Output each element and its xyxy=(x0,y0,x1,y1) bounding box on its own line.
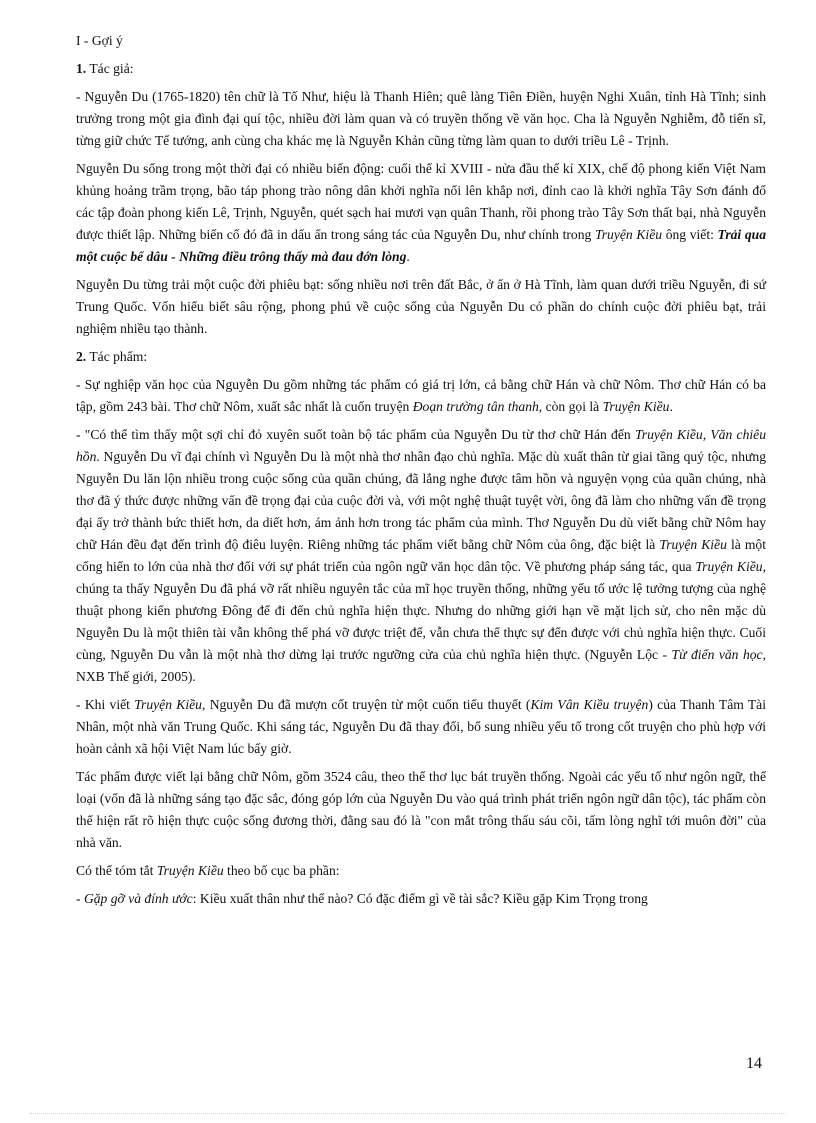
italic-title: Truyện Kiều xyxy=(659,537,727,552)
text-run: ông viết: xyxy=(662,227,718,242)
section-title: I - Gợi ý xyxy=(76,33,123,48)
document-body xyxy=(76,30,766,916)
subheading-text: Tác giả: xyxy=(86,61,134,76)
italic-title: Truyện Kiều xyxy=(134,697,202,712)
page-number: 14 xyxy=(746,1055,762,1072)
italic-title: Truyện Kiều, xyxy=(695,559,766,574)
text-run: , Nguyễn Du đã mượn cốt truyện từ một cuốn tiểu thuyết ( xyxy=(201,697,531,712)
paragraph xyxy=(76,374,766,418)
italic-title: Từ điển văn học xyxy=(671,647,763,662)
paragraph-quote xyxy=(76,424,766,688)
italic-title: Truyện Kiều xyxy=(602,399,670,414)
text-run: ) của Thanh Tâm Tài Nhân, một nhà văn Trung Quốc. Khi sáng tác, Nguyễn Du đã thay đổi, bổ sung nhiều yếu tố trong cốt truyện cho phù hợp với hoàn cảnh xã hội Việt Nam lúc bấy giờ. xyxy=(76,697,766,756)
paragraph xyxy=(76,888,766,910)
text-run: Có thể tóm tắt xyxy=(76,863,157,878)
section-heading xyxy=(76,30,766,52)
italic-title: Truyện Kiều xyxy=(594,227,663,242)
quote-verse: Trải qua một cuộc bể dâu - Những điều trông thấy mà đau đớn lòng xyxy=(76,227,767,264)
text-run: - Khi viết xyxy=(76,697,135,712)
text-run: là một cống hiến to lớn của nhà thơ đối với sự phát triển của ngôn ngữ văn học dân tộc. Về phương pháp sáng tác, qua xyxy=(76,537,766,574)
paragraph xyxy=(76,158,766,268)
italic-title: Kim Vân Kiều truyện xyxy=(530,697,649,712)
paragraph xyxy=(76,694,766,760)
text-run: . xyxy=(669,399,673,414)
text-run: , còn gọi là xyxy=(538,399,603,414)
text-run: - xyxy=(76,891,84,906)
text-run: , NXB Thế giới, 2005). xyxy=(76,647,766,684)
subheading-number: 2. xyxy=(76,349,87,364)
text-run: : Kiều xuất thân như thế nào? Có đặc điểm gì về tài sắc? Kiều gặp Kim Trọng trong xyxy=(192,891,648,906)
italic-title: Gặp gỡ và đính ước xyxy=(83,891,193,906)
subheading-works xyxy=(76,346,766,368)
italic-title: Truyện Kiều xyxy=(156,863,224,878)
text-run: - "Có thể tìm thấy một sợi chỉ đỏ xuyên suốt toàn bộ tác phẩm của Nguyễn Du từ thơ chữ Hán đến xyxy=(76,427,635,442)
text-run: . xyxy=(406,249,410,264)
text-run: - Sự nghiệp văn học của Nguyễn Du gồm những tác phẩm có giá trị lớn, cả bằng chữ Hán và chữ Nôm. Thơ chữ Hán có ba tập, gồm 243 bài. Thơ chữ Nôm, xuất sắc nhất là cuốn truyện xyxy=(76,377,766,414)
page-bottom-divider xyxy=(30,1113,786,1114)
paragraph: Nguyễn Du từng trải một cuộc đời phiêu bạt: sống nhiều nơi trên đất Bắc, ở ẩn ở Hà Tĩnh, làm quan dưới triều Nguyễn, đi sứ Trung Quốc. Vốn hiểu biết sâu rộng, phong phú về cuộc sống của Nguyễn Du có phần do chính cuộc đời phiêu bạt, trải nghiệm nhiều tạo thành. xyxy=(76,277,766,336)
paragraph: Tác phẩm được viết lại bằng chữ Nôm, gồm 3524 câu, theo thể thơ lục bát truyền thống. Ngoài các yếu tố như ngôn ngữ, thể loại (vốn đã là những sáng tạo đặc sắc, đóng góp lớn của Nguyễn Du vào quá trình phát triển ngôn ngữ dân tộc), tác phẩm còn thể hiện rất rõ hiện thực cuộc sống đương thời, đằng sau đó là "con mắt trông thấu sáu cõi, tấm lòng nghĩ tới muôn đời" của nhà văn. xyxy=(76,769,766,850)
text-run: chúng ta thấy Nguyễn Du đã phá vỡ rất nhiều nguyên tắc của mĩ học truyền thống, những yếu tố ước lệ tưởng tượng của nghệ thuật phong kiến phương Đông để đi đến chủ nghĩa hiện thực. Nhưng do những giới hạn về mặt lịch sử, cho nên mặc dù Nguyễn Du là một thiên tài vẫn không thể phá vỡ được triệt để, vẫn chưa thể thực sự đến được với chủ nghĩa hiện thực. Cuối cùng, Nguyễn Du vẫn là một nhà thơ dừng lại trước ngưỡng cửa của chủ nghĩa hiện thực. (Nguyễn Lộc - xyxy=(76,581,766,662)
text-run: Nguyễn Du sống trong một thời đại có nhiều biến động: cuối thế kỉ XVIII - nửa đầu thế kỉ XIX, chế độ phong kiến Việt Nam khủng hoảng trầm trọng, bão táp phong trào nông dân khởi nghĩa nổi lên khắp nơi, đỉnh cao là khởi nghĩa Tây Sơn đánh đổ các tập đoàn phong kiến Lê, Trịnh, Nguyễn, quét sạch hai mươi vạn quân Thanh, rồi phong trào Tây Sơn thất bại, nhà Nguyễn được thiết lập. Những biến cố đó đã in dấu ấn trong sáng tác của Nguyễn Du, như chính trong xyxy=(76,161,766,242)
italic-title: Truyện Kiều, Văn chiêu hồn xyxy=(76,427,766,464)
italic-title: Đoạn trường tân thanh xyxy=(412,399,539,414)
text-run: theo bố cục ba phần: xyxy=(223,863,340,878)
paragraph xyxy=(76,860,766,882)
text-run: . Nguyễn Du vĩ đại chính vì Nguyễn Du là một nhà thơ nhân đạo chủ nghĩa. Mặc dù xuất thân từ giai tầng quý tộc, nhưng Nguyễn Du lăn lộn nhiều trong cuộc sống của quần chúng, đã lắng nghe được tâm hồn và nguyện vọng của quần chúng, nhà thơ đã ý thức được những vấn đề trọng đại của cuộc đời và, với một nghệ thuật tuyệt vời, ông đã làm cho những vấn đề trọng đại ấy trở thành bức thiết hơn, da diết hơn, ám ảnh hơn trong tác phẩm của mình. Thơ Nguyễn Du dù viết bằng chữ Nôm hay chữ Hán đều đạt đến trình độ điêu luyện. Riêng những tác phẩm viết bằng chữ Nôm của ông, đặc biệt là xyxy=(76,449,766,552)
subheading-author xyxy=(76,58,766,80)
subheading-number: 1. xyxy=(76,61,87,76)
paragraph: - Nguyễn Du (1765-1820) tên chữ là Tố Như, hiệu là Thanh Hiên; quê làng Tiên Điền, huyện Nghi Xuân, tỉnh Hà Tĩnh; sinh trưởng trong một gia đình đại quí tộc, nhiều đời làm quan và có truyền thống về văn học. Cha là Nguyễn Nghiễm, đỗ tiến sĩ, từng giữ chức Tể tướng, anh cùng cha khác mẹ là Nguyễn Khản cũng từng làm quan to dưới triều Lê - Trịnh. xyxy=(76,89,766,148)
subheading-text: Tác phẩm: xyxy=(86,349,148,364)
